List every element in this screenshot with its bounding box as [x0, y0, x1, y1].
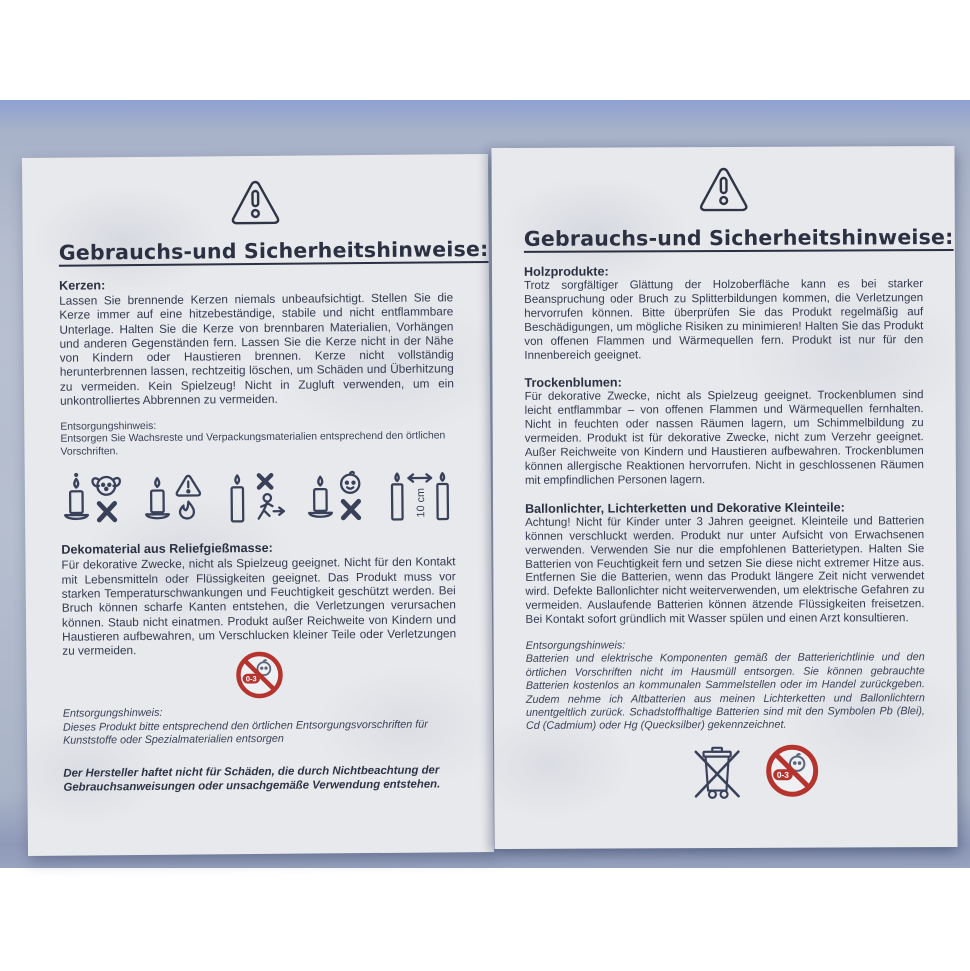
leaflet-right	[491, 146, 957, 849]
candle-distance-10cm-icon	[387, 469, 454, 528]
candle-fire-warning-icon	[143, 471, 206, 530]
leaflet-left	[22, 154, 494, 856]
crossed-out-wheelie-bin-icon	[686, 743, 748, 803]
battery-disposal-note	[526, 638, 925, 734]
section-heading-ballonlichter: Ballonlichter, Lichterketten und Dekorative Kleinteile:	[525, 500, 845, 516]
not-for-children-under-3-icon	[764, 743, 820, 799]
age-range-label: 0-3	[776, 769, 789, 780]
section-body-dekomaterial: Für dekorative Zwecke, nicht als Spielzeug geeignet. Nicht für den Kontakt mit Lebensmitteln oder Flüssigkeiten geeignet. Das Produkt muss vor starken Temperaturschwankungen und Feuchtigkeit geschützt werden. Bei Bruch können scharfe Kanten entstehen, die Verletzungen verursachen können. Staub nicht einatmen. Produkt außer Reichweite von Kindern und Haustieren aufbewahren, um Verschlucken kleiner Teile oder Verletzungen zu vermeiden.	[61, 554, 457, 658]
not-for-children-under-3-icon	[234, 650, 284, 700]
section-body-holzprodukte: Trotz sorgfältiger Glättung der Holzoberfläche kann es bei starker Beanspruchung oder Bruch zu Splitterbildungen kommen, die Verletzungen hervorrufen können. Bitte überprüfen Sie das Produkt regelmäßig auf Beschädigungen, um mögliche Risiken zu minimieren! Halten Sie das Produkt von offenen Flammen und Wärmequellen fern. Produkt ist nur für den Innenbereich geeignet.	[524, 278, 924, 362]
distance-label: 10 cm	[414, 488, 428, 518]
section-heading-kerzen: Kerzen:	[59, 278, 106, 293]
disposal-note-heading: Entsorgungshinweis:	[60, 421, 157, 434]
disposal-note-2-heading: Entsorgungshinweis:	[62, 707, 163, 721]
candle-keep-from-children-icon	[306, 469, 369, 528]
candle-no-pets-icon	[63, 472, 126, 531]
section-body-ballonlichter: Achtung! Nicht für Kinder unter 3 Jahren geeignet. Kleinteile und Batterien können verschluckt werden. Produkt nur unter Aufsicht von Erwachsenen verwenden. Verwenden Sie nur die empfohlenen Batterietypen. Halten Sie Batterien von Feuchtigkeit fern und setzen Sie diese nicht extremer Hitze aus. Entfernen Sie die Batterien, wenn das Produkt längere Zeit nicht verwendet wird. Defekte Ballonlichter nicht weiterverwenden, um elektrische Gefahren zu vermeiden. Auslaufende Batterien können ätzende Flüssigkeiten freisetzen. Bei Kontakt sofort gründlich mit Wasser spülen und einen Arzt konsultieren.	[525, 514, 925, 626]
battery-disposal-heading: Entsorgungshinweis:	[525, 639, 626, 652]
section-body-trockenblumen: Für dekorative Zwecke, nicht als Spielzeug geeignet. Trockenblumen sind leicht entflammbar – von offenen Flammen und Wärmequellen fernhalten. Nicht in feuchten oder nassen Räumen lagern, um Schimmelbildung zu vermeiden. Produkt ist für dekorative Zwecke, nicht zum Verzehr geeignet. Außer Reichweite von Kindern und Haustieren aufbewahren. Trockenblumen können allergische Reaktionen hervorrufen. Nicht in geschlossenen Räumen mit empfindlichen Personen lagern.	[524, 389, 924, 487]
age-range-label: 0-3	[245, 674, 257, 684]
disposal-note-2	[63, 705, 457, 749]
candle-safety-pictogram-row	[63, 469, 453, 530]
section-heading-holzprodukte: Holzprodukte:	[523, 264, 609, 279]
do-not-leave-candle-unattended-icon	[224, 470, 289, 529]
section-body-kerzen: Lassen Sie brennende Kerzen niemals unbeaufsichtigt. Stellen Sie die Kerze immer auf eine hitzebeständige, stabile und nicht entflammbare Unterlage. Halten Sie die Kerze von brennbaren Materialien, Vorhängen und anderen Gegenständen fern. Lassen Sie die Kerze nicht in der Nähe von Kindern oder Haustieren brennen. Kerze nicht vollständig herunterbrennen lassen, rechtzeitig löschen, um Schäden und Überhitzung zu vermeiden. Kein Spielzeug! Nicht in Zugluft verwenden, um ein unkontrolliertes Abbrennen zu vermeiden.	[59, 290, 455, 408]
disposal-note-2-body: Dieses Produkt bitte entsprechend den örtlichen Entsorgungsvorschriften für Kunststoffe oder Spezialmaterialien entsorgen	[62, 718, 428, 747]
battery-disposal-body: Batterien und elektrische Komponenten gemäß der Batterierichtlinie und den örtlichen Vorschriften nicht im Hausmüll entsorgen. Sie können gebrauchte Batterien kostenlos an kommunalen Sammelstellen oder im Handel zurückgeben. Zudem nehme ich Altbatterien aus meinen Lichterketten und Ballonlichtern unentgeltlich zurück. Schadstoffhaltige Batterien sind mit den Symbolen Pb (Blei), Cd (Cadmium) oder Hg (Quecksilber) gekennzeichnet.	[525, 651, 925, 733]
page-title: Gebrauchs-und Sicherheitshinweise:	[58, 236, 489, 265]
bottom-symbol-row	[686, 743, 820, 804]
page-title: Gebrauchs-und Sicherheitshinweise:	[523, 224, 954, 251]
warning-triangle-icon	[228, 178, 282, 228]
disposal-note-body: Entsorgen Sie Wachsreste und Verpackungsmaterialien entsprechend den örtlichen Vorschriften.	[60, 430, 446, 459]
manufacturer-disclaimer: Der Hersteller haftet nicht für Schäden, die durch Nichtbeachtung der Gebrauchsanweisungen oder unsachgemäße Verwendung entstehen.	[63, 764, 441, 794]
section-heading-dekomaterial: Dekomaterial aus Reliefgießmasse:	[61, 541, 273, 558]
table-surface	[0, 100, 970, 868]
section-heading-trockenblumen: Trockenblumen:	[524, 375, 622, 391]
warning-triangle-icon	[696, 165, 750, 215]
